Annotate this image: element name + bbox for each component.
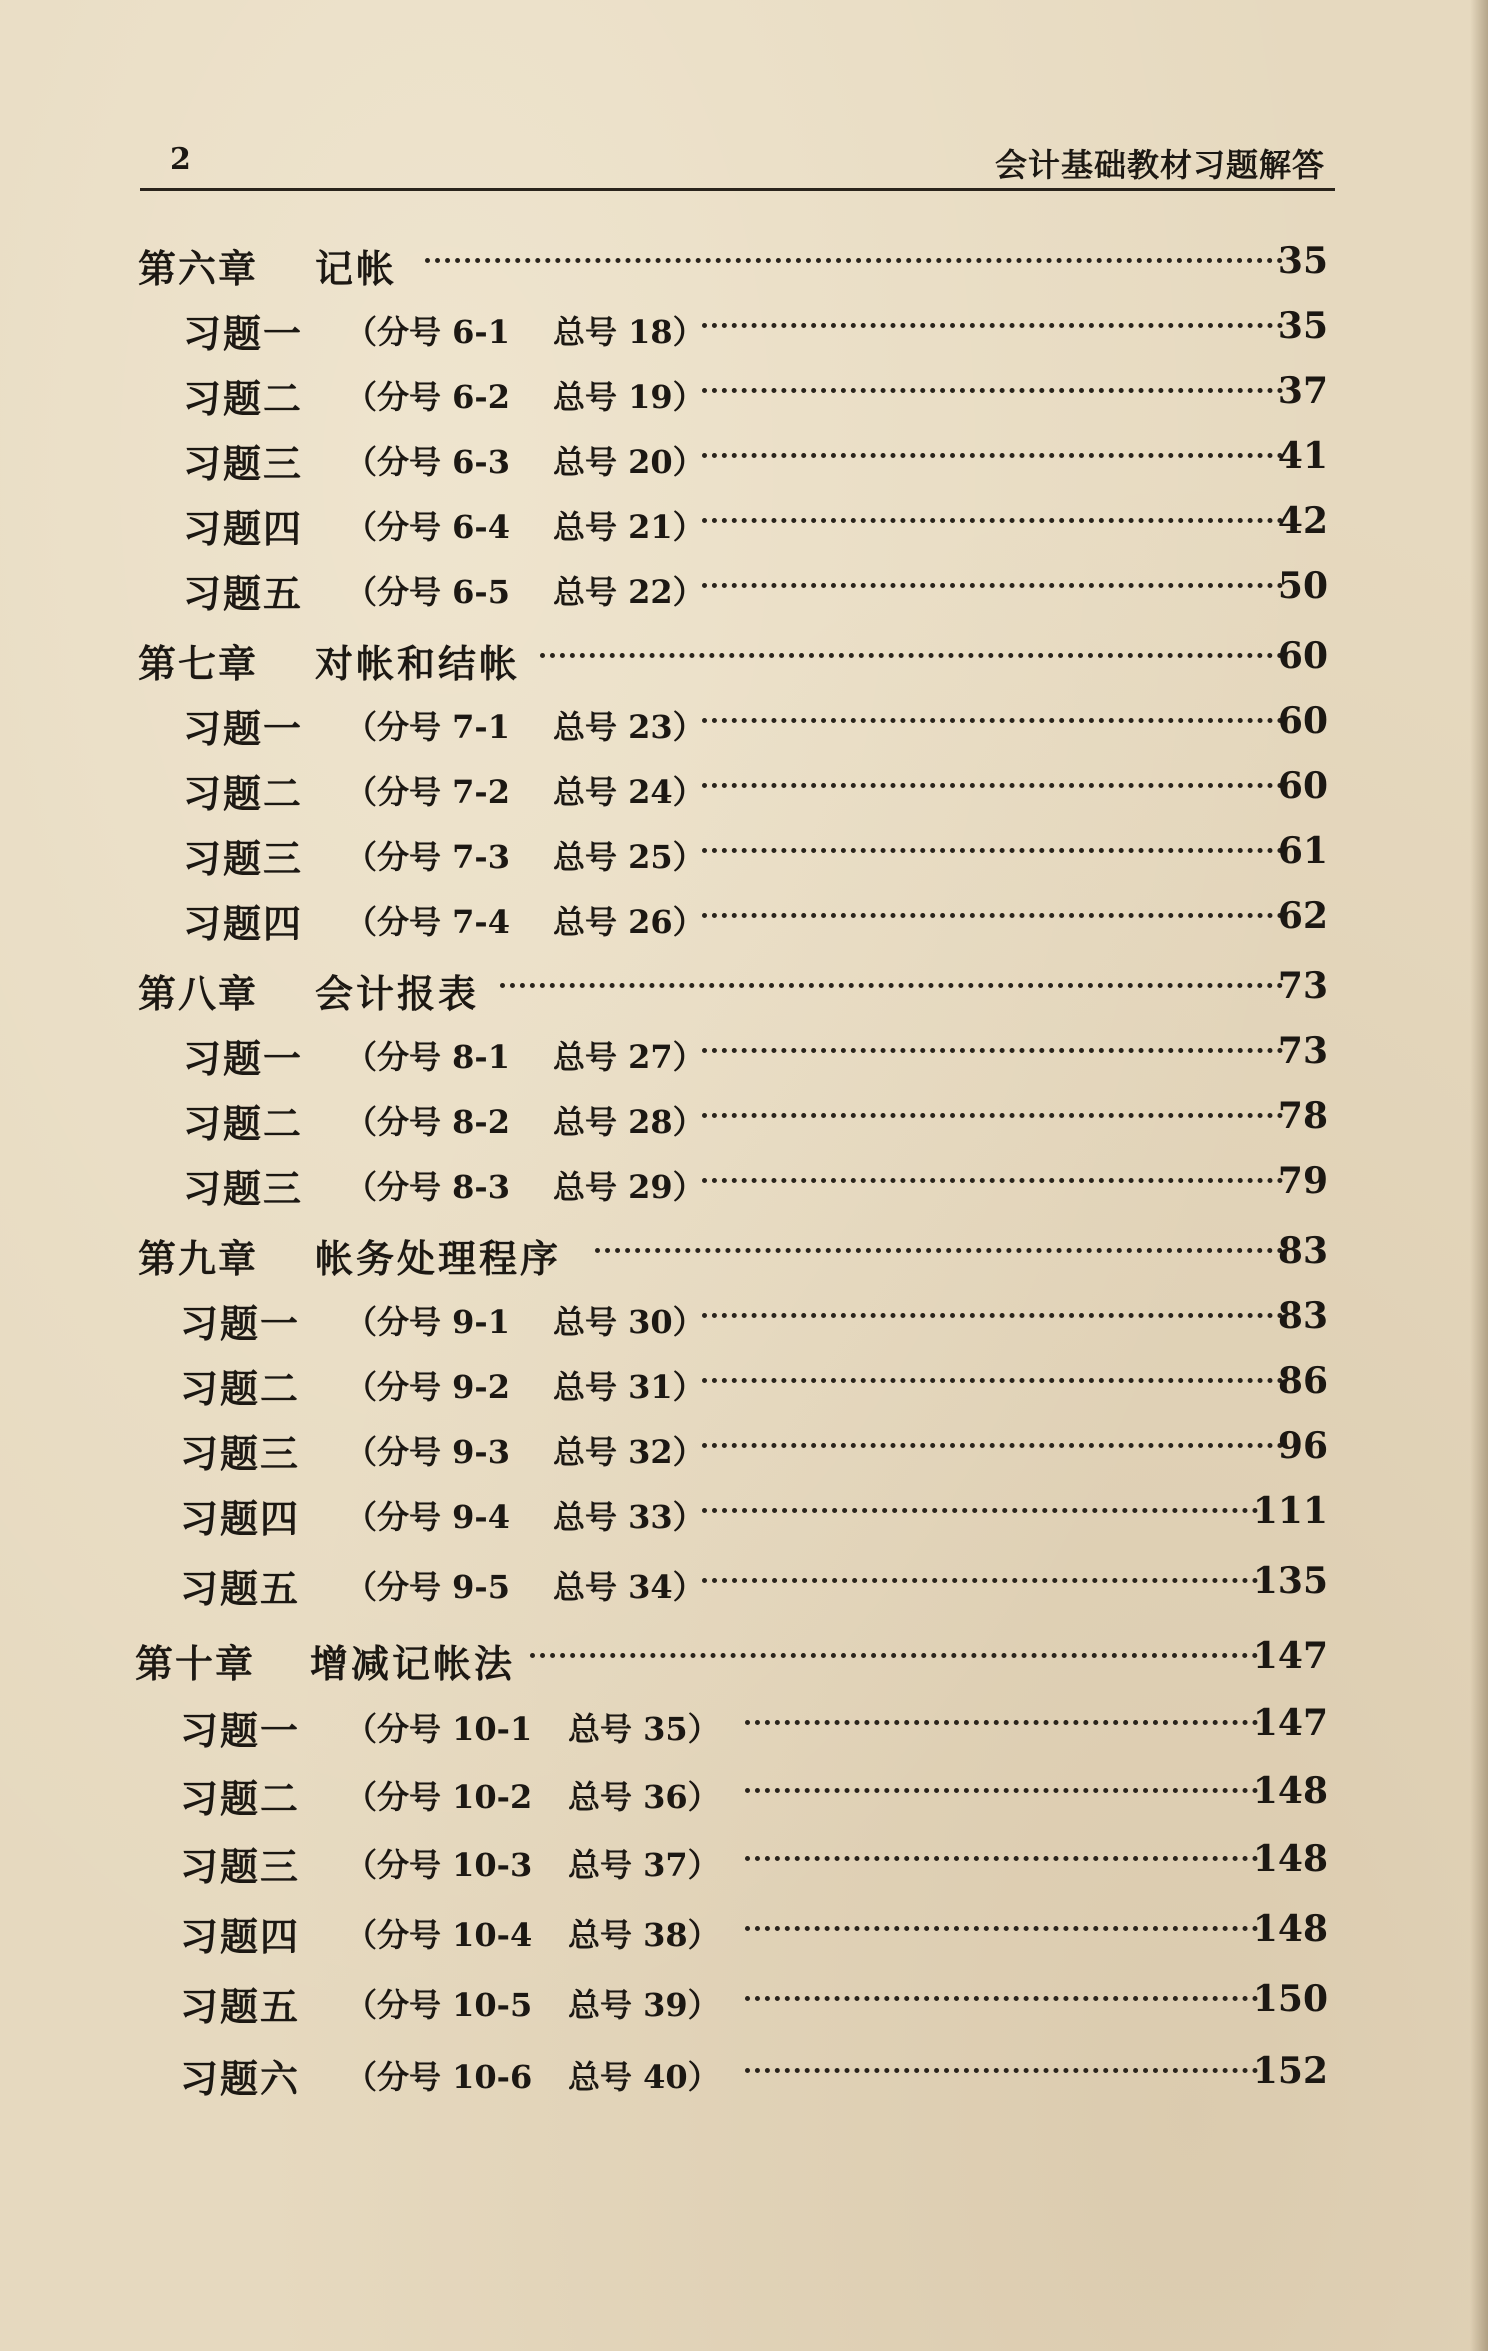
page-ref: 78 [1277, 1095, 1328, 1137]
page-ref: 150 [1252, 1978, 1328, 2020]
sub-number: （分号 9-1 [345, 1303, 510, 1341]
exercise-label: 习题四 [183, 901, 304, 946]
toc-exercise[interactable] [0, 820, 1488, 881]
sub-number: （分号 6-4 [345, 508, 510, 546]
sub-number: （分号 9-5 [345, 1568, 510, 1606]
page-ref: 35 [1277, 305, 1328, 347]
page-ref: 60 [1277, 700, 1328, 742]
dot-leader [702, 718, 1283, 723]
page-ref: 148 [1252, 1770, 1328, 1812]
dot-leader [745, 1720, 1258, 1725]
page-ref: 73 [1277, 1030, 1328, 1072]
dot-leader [745, 2068, 1258, 2073]
toc-exercise[interactable] [0, 1828, 1488, 1889]
chapter-label: 第九章 [138, 1236, 259, 1281]
toc-exercise[interactable] [0, 360, 1488, 421]
sub-number: （分号 6-1 [345, 313, 510, 351]
total-number: 总号 24） [553, 773, 705, 811]
toc-chapter-10[interactable] [0, 1625, 1488, 1686]
toc-exercise[interactable] [0, 1968, 1488, 2029]
toc-exercise[interactable] [0, 885, 1488, 946]
sub-number: （分号 7-1 [345, 708, 510, 746]
page-ref: 152 [1252, 2050, 1328, 2092]
exercise-label: 习题三 [183, 1166, 304, 1211]
exercise-label: 习题四 [180, 1914, 301, 1959]
page-ref: 83 [1277, 1230, 1328, 1272]
toc-exercise[interactable] [0, 2040, 1488, 2101]
dot-leader [702, 323, 1283, 328]
toc-exercise[interactable] [0, 1760, 1488, 1821]
page-ref: 35 [1277, 240, 1328, 282]
total-number: 总号 19） [553, 378, 705, 416]
toc-exercise[interactable] [0, 490, 1488, 551]
total-number: 总号 22） [553, 573, 705, 611]
dot-leader [745, 1788, 1258, 1793]
page-ref: 111 [1252, 1490, 1328, 1532]
exercise-label: 习题三 [180, 1844, 301, 1889]
exercise-label: 习题二 [183, 1101, 304, 1146]
page-ref: 147 [1252, 1702, 1328, 1744]
total-number: 总号 34） [553, 1568, 705, 1606]
total-number: 总号 18） [553, 313, 705, 351]
dot-leader [702, 518, 1283, 523]
sub-number: （分号 9-2 [345, 1368, 510, 1406]
sub-number: （分号 10-1 [345, 1710, 533, 1748]
page-ref: 148 [1252, 1908, 1328, 1950]
dot-leader [425, 258, 1283, 263]
page-ref: 148 [1252, 1838, 1328, 1880]
chapter-label: 第七章 [138, 641, 259, 686]
exercise-label: 习题一 [180, 1708, 301, 1753]
total-number: 总号 21） [553, 508, 705, 546]
total-number: 总号 31） [553, 1368, 705, 1406]
page-ref: 96 [1277, 1425, 1328, 1467]
total-number: 总号 25） [553, 838, 705, 876]
sub-number: （分号 6-2 [345, 378, 510, 416]
sub-number: （分号 10-4 [345, 1916, 533, 1954]
exercise-label: 习题二 [180, 1366, 301, 1411]
sub-number: （分号 8-1 [345, 1038, 510, 1076]
toc-exercise[interactable] [0, 425, 1488, 486]
dot-leader [595, 1248, 1283, 1253]
exercise-label: 习题六 [180, 2056, 301, 2101]
total-number: 总号 39） [568, 1986, 720, 2024]
dot-leader [702, 1578, 1258, 1583]
total-number: 总号 29） [553, 1168, 705, 1206]
exercise-label: 习题二 [183, 771, 304, 816]
exercise-label: 习题五 [180, 1566, 301, 1611]
toc-exercise[interactable] [0, 755, 1488, 816]
page-ref: 62 [1277, 895, 1328, 937]
page-ref: 79 [1277, 1160, 1328, 1202]
chapter-title: 增减记帐法 [310, 1641, 516, 1686]
total-number: 总号 35） [568, 1710, 720, 1748]
exercise-label: 习题一 [183, 311, 304, 356]
page-ref: 60 [1277, 635, 1328, 677]
exercise-label: 习题二 [180, 1776, 301, 1821]
page-ref: 135 [1252, 1560, 1328, 1602]
page-ref: 60 [1277, 765, 1328, 807]
dot-leader [702, 1443, 1283, 1448]
chapter-title: 对帐和结帐 [315, 641, 521, 686]
toc-exercise[interactable] [0, 295, 1488, 356]
total-number: 总号 30） [553, 1303, 705, 1341]
exercise-label: 习题一 [183, 1036, 304, 1081]
dot-leader [702, 453, 1283, 458]
page-ref: 83 [1277, 1295, 1328, 1337]
exercise-label: 习题四 [180, 1496, 301, 1541]
sub-number: （分号 6-5 [345, 573, 510, 611]
toc-chapter-8[interactable] [0, 955, 1488, 1016]
dot-leader [702, 1313, 1283, 1318]
sub-number: （分号 10-3 [345, 1846, 533, 1884]
toc-exercise[interactable] [0, 1415, 1488, 1476]
chapter-title: 帐务处理程序 [315, 1236, 562, 1281]
total-number: 总号 23） [553, 708, 705, 746]
page-ref: 73 [1277, 965, 1328, 1007]
sub-number: （分号 8-3 [345, 1168, 510, 1206]
page-ref: 147 [1252, 1635, 1328, 1677]
dot-leader [702, 848, 1283, 853]
toc-exercise[interactable] [0, 690, 1488, 751]
exercise-label: 习题一 [183, 706, 304, 751]
sub-number: （分号 7-2 [345, 773, 510, 811]
page-number: 2 [170, 142, 191, 177]
dot-leader [702, 1048, 1283, 1053]
sub-number: （分号 6-3 [345, 443, 510, 481]
sub-number: （分号 7-4 [345, 903, 510, 941]
total-number: 总号 27） [553, 1038, 705, 1076]
dot-leader [702, 783, 1283, 788]
total-number: 总号 38） [568, 1916, 720, 1954]
toc-exercise[interactable] [0, 1350, 1488, 1411]
toc-exercise[interactable] [0, 555, 1488, 616]
total-number: 总号 40） [568, 2058, 720, 2096]
exercise-label: 习题二 [183, 376, 304, 421]
chapter-title: 会计报表 [315, 971, 480, 1016]
toc-exercise[interactable] [0, 1692, 1488, 1753]
exercise-label: 习题一 [180, 1301, 301, 1346]
sub-number: （分号 7-3 [345, 838, 510, 876]
total-number: 总号 26） [553, 903, 705, 941]
sub-number: （分号 9-3 [345, 1433, 510, 1471]
total-number: 总号 28） [553, 1103, 705, 1141]
page-ref: 37 [1277, 370, 1328, 412]
page-ref: 61 [1277, 830, 1328, 872]
exercise-label: 习题三 [183, 441, 304, 486]
chapter-title: 记帐 [315, 246, 398, 291]
sub-number: （分号 10-5 [345, 1986, 533, 2024]
toc-exercise[interactable] [0, 1085, 1488, 1146]
toc-exercise[interactable] [0, 1150, 1488, 1211]
dot-leader [530, 1653, 1258, 1658]
toc-exercise[interactable] [0, 1550, 1488, 1611]
exercise-label: 习题四 [183, 506, 304, 551]
dot-leader [702, 388, 1283, 393]
total-number: 总号 36） [568, 1778, 720, 1816]
page-ref: 86 [1277, 1360, 1328, 1402]
dot-leader [500, 983, 1283, 988]
dot-leader [702, 583, 1283, 588]
toc-chapter-9[interactable] [0, 1220, 1488, 1281]
dot-leader [745, 1996, 1258, 2001]
sub-number: （分号 10-6 [345, 2058, 533, 2096]
total-number: 总号 37） [568, 1846, 720, 1884]
dot-leader [702, 1508, 1258, 1513]
total-number: 总号 20） [553, 443, 705, 481]
exercise-label: 习题五 [180, 1984, 301, 2029]
sub-number: （分号 8-2 [345, 1103, 510, 1141]
exercise-label: 习题三 [183, 836, 304, 881]
exercise-label: 习题三 [180, 1431, 301, 1476]
toc-chapter-7[interactable] [0, 625, 1488, 686]
toc-chapter-6[interactable] [0, 230, 1488, 291]
page-ref: 42 [1277, 500, 1328, 542]
chapter-label: 第八章 [138, 971, 259, 1016]
chapter-label: 第六章 [138, 246, 259, 291]
dot-leader [702, 1178, 1283, 1183]
sub-number: （分号 10-2 [345, 1778, 533, 1816]
toc-exercise[interactable] [0, 1020, 1488, 1081]
book-title: 会计基础教材习题解答 [994, 146, 1325, 184]
page-ref: 50 [1277, 565, 1328, 607]
dot-leader [702, 1113, 1283, 1118]
toc-exercise[interactable] [0, 1898, 1488, 1959]
total-number: 总号 33） [553, 1498, 705, 1536]
dot-leader [702, 1378, 1283, 1383]
total-number: 总号 32） [553, 1433, 705, 1471]
sub-number: （分号 9-4 [345, 1498, 510, 1536]
chapter-label: 第十章 [135, 1641, 256, 1686]
exercise-label: 习题五 [183, 571, 304, 616]
dot-leader [540, 653, 1283, 658]
toc-exercise[interactable] [0, 1480, 1488, 1541]
dot-leader [745, 1926, 1258, 1931]
dot-leader [745, 1856, 1258, 1861]
dot-leader [702, 913, 1283, 918]
toc-exercise[interactable] [0, 1285, 1488, 1346]
page-ref: 41 [1277, 435, 1328, 477]
